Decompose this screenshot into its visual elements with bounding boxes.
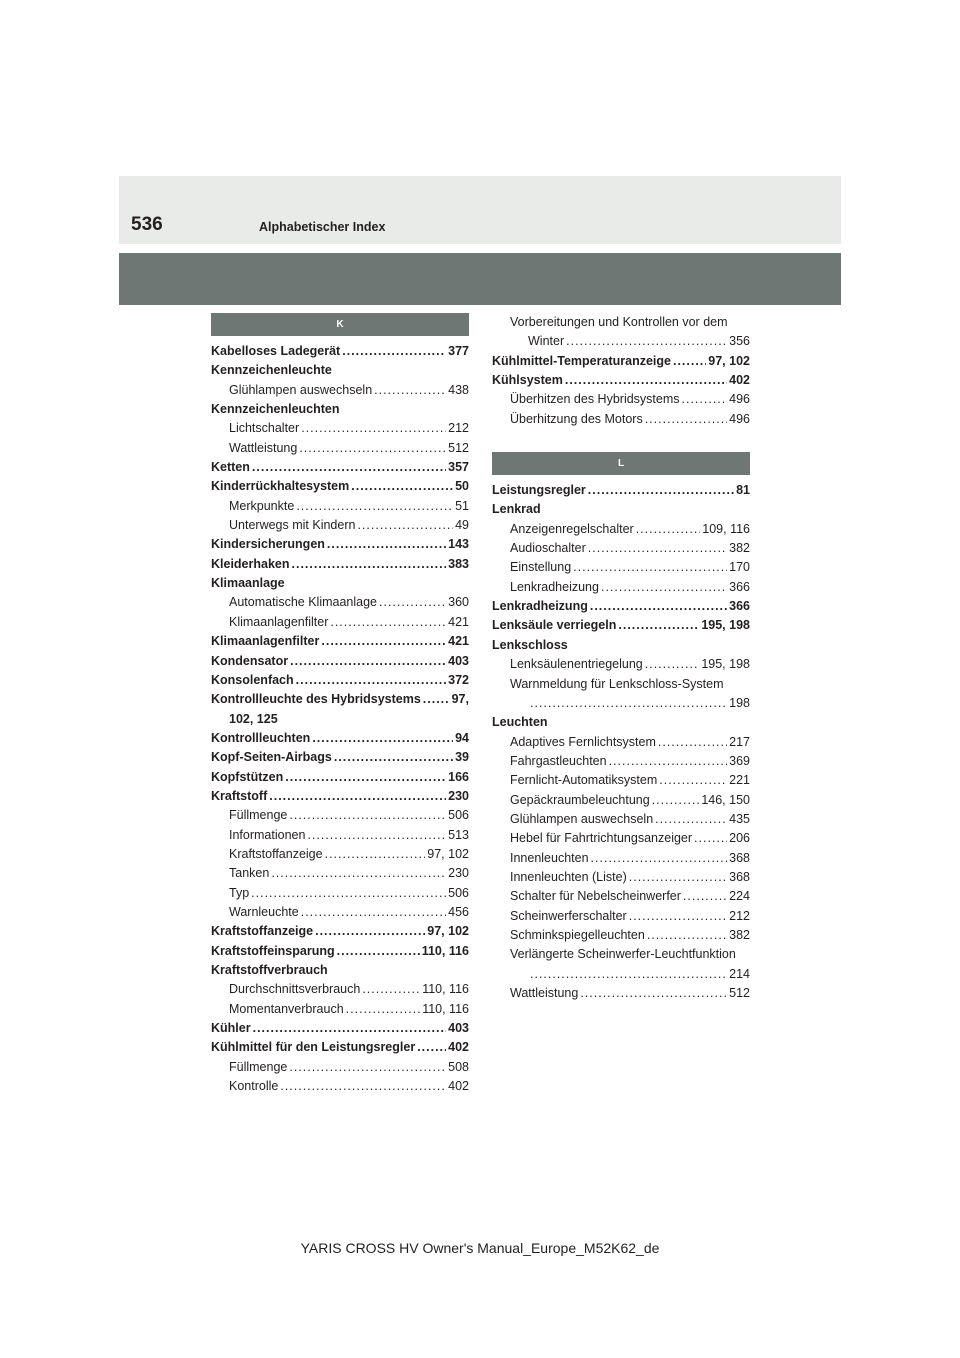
entry-pages: 49 xyxy=(455,518,469,533)
entry-term: Gepäckraumbeleuchtung xyxy=(510,792,650,807)
entry-pages: 366 xyxy=(729,599,750,614)
entry-term: Klimaanlagenfilter xyxy=(229,614,329,629)
index-entry xyxy=(492,984,750,1003)
leader-dots xyxy=(658,733,727,752)
entry-pages: 50 xyxy=(455,479,469,494)
index-entry xyxy=(492,945,750,964)
index-entry xyxy=(211,458,469,477)
index-entry xyxy=(211,1000,469,1019)
index-entry xyxy=(492,481,750,500)
entry-term: Scheinwerferschalter xyxy=(510,908,627,923)
leader-dots xyxy=(296,671,446,690)
entry-pages: 402 xyxy=(448,1040,469,1055)
entry-pages: 402 xyxy=(729,373,750,388)
leader-dots xyxy=(417,1038,446,1057)
entry-pages: 369 xyxy=(729,753,750,768)
entry-term: Durchschnittsverbrauch xyxy=(229,982,361,997)
leader-dots xyxy=(374,381,446,400)
index-entry xyxy=(211,1038,469,1057)
index-entry xyxy=(492,733,750,752)
entry-pages: 383 xyxy=(448,556,469,571)
entry-pages: 508 xyxy=(448,1059,469,1074)
section-label-k: K xyxy=(211,313,469,336)
leader-dots xyxy=(315,922,425,941)
index-entry xyxy=(211,381,469,400)
entry-pages: 206 xyxy=(729,831,750,846)
leader-dots xyxy=(280,1077,446,1096)
leader-dots xyxy=(645,410,727,429)
index-entry xyxy=(492,907,750,926)
index-entry xyxy=(211,748,469,767)
leader-dots xyxy=(652,791,700,810)
entry-term: Lenkrad xyxy=(492,502,541,517)
entry-term: Schalter für Nebelscheinwerfer xyxy=(510,889,681,904)
entry-pages: 39 xyxy=(455,750,469,765)
index-entry xyxy=(492,352,750,371)
entry-pages: 110, 116 xyxy=(422,982,469,997)
page-header xyxy=(119,176,841,244)
entry-term: Tanken xyxy=(229,866,270,881)
leader-dots xyxy=(357,516,453,535)
index-entry xyxy=(211,787,469,806)
index-entry xyxy=(211,516,469,535)
entry-term: Konsolenfach xyxy=(211,672,294,687)
entry-term: Wattleistung xyxy=(229,440,298,455)
entry-term: Innenleuchten (Liste) xyxy=(510,869,627,884)
entry-pages: 97, 102 xyxy=(427,846,469,861)
index-entry xyxy=(492,655,750,674)
entry-list-right xyxy=(492,481,750,1003)
entry-term: Kabelloses Ladegerät xyxy=(211,344,341,358)
index-column-right xyxy=(492,313,750,1003)
entry-pages: 368 xyxy=(729,869,750,884)
entry-term: Überhitzung des Motors xyxy=(510,411,643,426)
index-entry xyxy=(211,1019,469,1038)
entry-pages: 403 xyxy=(448,653,469,668)
leader-dots xyxy=(530,694,727,713)
leader-dots xyxy=(591,849,728,868)
entry-term: Klimaanlagenfilter xyxy=(211,634,320,649)
entry-list-right-top xyxy=(492,313,750,429)
entry-term: Audioschalter xyxy=(510,541,586,556)
entry-term: Kühler xyxy=(211,1021,251,1036)
leader-dots xyxy=(647,926,727,945)
entry-term: Kraftstoff xyxy=(211,788,268,803)
index-entry xyxy=(211,903,469,922)
entry-term: Kindersicherungen xyxy=(211,537,325,552)
entry-pages: 506 xyxy=(448,808,469,823)
entry-pages: 51 xyxy=(455,498,469,513)
entry-term: Winter xyxy=(528,334,565,349)
entry-pages: 198 xyxy=(729,695,750,710)
entry-pages: 97, xyxy=(451,692,469,707)
entry-term: Kraftstoffverbrauch xyxy=(211,963,328,977)
leader-dots xyxy=(645,655,700,674)
entry-pages: 496 xyxy=(729,392,750,407)
index-entry xyxy=(492,868,750,887)
entry-term: Automatische Klimaanlage xyxy=(229,595,377,610)
index-entry xyxy=(492,539,750,558)
index-entry xyxy=(492,694,750,713)
leader-dots xyxy=(588,539,727,558)
entry-pages: 421 xyxy=(448,614,469,629)
index-entry xyxy=(211,942,469,961)
entry-pages: 230 xyxy=(448,788,469,803)
entry-term: Warnmeldung für Lenkschloss-System xyxy=(510,676,724,691)
entry-pages: 166 xyxy=(448,769,469,784)
leader-dots xyxy=(325,845,426,864)
leader-dots xyxy=(629,868,727,887)
leader-dots xyxy=(271,864,446,883)
index-entry xyxy=(211,613,469,632)
index-entry xyxy=(492,810,750,829)
entry-term: Lenkradheizung xyxy=(492,599,588,614)
entry-term: Kleiderhaken xyxy=(211,556,290,571)
entry-pages: 366 xyxy=(729,579,750,594)
entry-term: Verlängerte Scheinwerfer-Leuchtfunktion xyxy=(510,947,736,962)
entry-pages: 357 xyxy=(448,460,469,475)
index-entry xyxy=(492,578,750,597)
entry-term: Klimaanlage xyxy=(211,576,285,591)
index-entry xyxy=(211,961,469,980)
leader-dots xyxy=(590,597,727,616)
index-entry xyxy=(211,710,469,729)
index-entry xyxy=(211,845,469,864)
entry-pages: 170 xyxy=(729,560,750,575)
footer-text: YARIS CROSS HV Owner's Manual_Europe_M52K62_de xyxy=(300,1240,660,1256)
entry-term: Innenleuchten xyxy=(510,850,589,865)
entry-pages: 81 xyxy=(736,483,750,498)
entry-term: Lichtschalter xyxy=(229,421,300,436)
entry-term: Überhitzen des Hybridsystems xyxy=(510,392,680,407)
entry-pages: 224 xyxy=(729,889,750,904)
entry-term: Ketten xyxy=(211,460,250,475)
leader-dots xyxy=(659,771,727,790)
index-entry xyxy=(211,593,469,612)
leader-dots xyxy=(588,481,734,500)
leader-dots xyxy=(362,980,420,999)
index-entry xyxy=(211,497,469,516)
leader-dots xyxy=(683,887,727,906)
entry-pages: 221 xyxy=(729,773,750,788)
entry-term: Leuchten xyxy=(492,715,548,730)
entry-pages: 97, 102 xyxy=(708,353,750,368)
index-entry xyxy=(211,574,469,593)
entry-term: Anzeigenregelschalter xyxy=(510,521,634,536)
entry-term: Adaptives Fernlichtsystem xyxy=(510,734,656,749)
leader-dots xyxy=(290,652,446,671)
index-entry xyxy=(211,652,469,671)
leader-dots xyxy=(296,497,453,516)
entry-term: Vorbereitungen und Kontrollen vor dem xyxy=(510,315,728,329)
entry-term: Kühlsystem xyxy=(492,373,563,388)
leader-dots xyxy=(655,810,727,829)
index-entry xyxy=(492,926,750,945)
index-column-left xyxy=(211,313,469,1096)
entry-term: Kraftstoffeinsparung xyxy=(211,943,335,958)
entry-pages: 421 xyxy=(448,634,469,649)
index-entry xyxy=(492,752,750,771)
entry-term: Lenksäule verriegeln xyxy=(492,618,617,633)
leader-dots xyxy=(694,829,727,848)
entry-term: Kühlmittel-Temperaturanzeige xyxy=(492,353,671,368)
index-entry xyxy=(492,332,750,351)
entry-term: Schminkspiegelleuchten xyxy=(510,927,645,942)
entry-term: Lenkradheizung xyxy=(510,579,599,594)
leader-dots xyxy=(285,768,446,787)
index-entry xyxy=(492,597,750,616)
index-entry xyxy=(492,791,750,810)
entry-pages: 97, 102 xyxy=(427,924,469,939)
leader-dots xyxy=(636,520,701,539)
entry-pages: 496 xyxy=(729,411,750,426)
entry-pages: 109, 116 xyxy=(702,521,750,536)
entry-pages: 214 xyxy=(729,966,750,981)
index-entry xyxy=(211,361,469,380)
entry-pages: 512 xyxy=(729,986,750,1000)
entry-pages: 403 xyxy=(448,1021,469,1036)
entry-list-left xyxy=(211,342,469,1096)
entry-pages: 456 xyxy=(448,904,469,919)
entry-term: Fahrgastleuchten xyxy=(510,753,607,768)
entry-term: Kennzeichenleuchte xyxy=(211,363,332,378)
leader-dots xyxy=(253,1019,447,1038)
entry-pages: 402 xyxy=(448,1079,469,1094)
leader-dots xyxy=(301,419,446,438)
index-entry xyxy=(211,864,469,883)
entry-pages: 195, 198 xyxy=(701,657,750,672)
leader-dots xyxy=(566,332,727,351)
entry-term: Kühlmittel für den Leistungsregler xyxy=(211,1040,416,1055)
index-entry xyxy=(211,632,469,651)
entry-term: Merkpunkte xyxy=(229,498,295,513)
index-entry xyxy=(492,616,750,635)
index-entry xyxy=(211,400,469,419)
leader-dots xyxy=(334,748,453,767)
index-entry xyxy=(492,675,750,694)
entry-term: Informationen xyxy=(229,827,306,842)
entry-term: Unterwegs mit Kindern xyxy=(229,518,356,533)
index-entry xyxy=(492,849,750,868)
entry-term: Kopfstützen xyxy=(211,769,284,784)
index-entry xyxy=(492,713,750,732)
leader-dots xyxy=(423,690,450,709)
header-band xyxy=(119,253,841,305)
entry-term: Kinderrückhaltesystem xyxy=(211,479,350,494)
index-entry xyxy=(211,922,469,941)
leader-dots xyxy=(682,390,728,409)
leader-dots xyxy=(580,984,727,1003)
entry-pages: 146, 150 xyxy=(701,792,750,807)
leader-dots xyxy=(601,578,727,597)
entry-pages: 377 xyxy=(448,344,469,358)
index-entry xyxy=(211,806,469,825)
index-entry xyxy=(492,371,750,390)
entry-term: Kraftstoffanzeige xyxy=(211,924,314,939)
entry-pages: 110, 116 xyxy=(421,943,469,958)
entry-pages: 382 xyxy=(729,541,750,556)
entry-pages: 230 xyxy=(448,866,469,881)
index-entry xyxy=(211,342,469,361)
entry-pages: 356 xyxy=(729,334,750,349)
index-entry xyxy=(492,636,750,655)
index-entry xyxy=(211,419,469,438)
entry-term: Glühlampen auswechseln xyxy=(510,811,654,826)
index-entry xyxy=(211,1058,469,1077)
section-label-l: L xyxy=(492,452,750,475)
index-entry xyxy=(492,500,750,519)
entry-term: Einstellung xyxy=(510,560,572,575)
entry-pages: 217 xyxy=(729,734,750,749)
index-entry xyxy=(492,965,750,984)
index-entry xyxy=(492,887,750,906)
leader-dots xyxy=(342,342,446,361)
entry-term: Typ xyxy=(229,885,250,900)
header-title: Alphabetischer Index xyxy=(259,220,386,234)
entry-term: 102, 125 xyxy=(229,711,278,726)
leader-dots xyxy=(618,616,699,635)
index-entry xyxy=(492,558,750,577)
entry-pages: 360 xyxy=(448,595,469,610)
index-entry xyxy=(211,884,469,903)
entry-pages: 435 xyxy=(729,811,750,826)
leader-dots xyxy=(573,558,727,577)
index-entry xyxy=(492,390,750,409)
leader-dots xyxy=(289,806,446,825)
entry-pages: 438 xyxy=(448,382,469,397)
entry-term: Fernlicht-Automatiksystem xyxy=(510,773,658,788)
index-entry xyxy=(211,671,469,690)
entry-pages: 512 xyxy=(448,440,469,455)
entry-term: Kontrollleuchte des Hybridsystems xyxy=(211,692,421,707)
leader-dots xyxy=(337,942,420,961)
entry-term: Kontrollleuchten xyxy=(211,730,311,745)
index-entry xyxy=(211,555,469,574)
leader-dots xyxy=(299,439,446,458)
entry-pages: 110, 116 xyxy=(422,1001,469,1016)
index-entry xyxy=(492,771,750,790)
index-entry xyxy=(211,439,469,458)
entry-pages: 513 xyxy=(448,827,469,842)
leader-dots xyxy=(351,477,453,496)
entry-pages: 143 xyxy=(448,537,469,552)
leader-dots xyxy=(379,593,446,612)
entry-pages: 382 xyxy=(729,927,750,942)
leader-dots xyxy=(629,907,727,926)
leader-dots xyxy=(252,458,446,477)
leader-dots xyxy=(346,1000,421,1019)
entry-term: Kontrolle xyxy=(229,1079,279,1094)
entry-term: Momentanverbrauch xyxy=(229,1001,344,1016)
entry-pages: 212 xyxy=(729,908,750,923)
leader-dots xyxy=(565,371,727,390)
leader-dots xyxy=(251,884,446,903)
entry-pages: 94 xyxy=(455,730,469,745)
entry-term: Leistungsregler xyxy=(492,483,586,498)
entry-pages: 372 xyxy=(448,672,469,687)
index-entry xyxy=(492,410,750,429)
entry-term: Lenksäulenentriegelung xyxy=(510,657,643,672)
index-entry xyxy=(492,520,750,539)
leader-dots xyxy=(312,729,453,748)
leader-dots xyxy=(307,826,446,845)
entry-term: Lenkschloss xyxy=(492,637,568,652)
index-entry xyxy=(492,829,750,848)
leader-dots xyxy=(673,352,706,371)
entry-pages: 195, 198 xyxy=(701,618,750,633)
entry-term: Hebel für Fahrtrichtungsanzeiger xyxy=(510,831,693,846)
entry-pages: 212 xyxy=(448,421,469,436)
entry-pages: 506 xyxy=(448,885,469,900)
leader-dots xyxy=(269,787,446,806)
leader-dots xyxy=(292,555,447,574)
leader-dots xyxy=(289,1058,446,1077)
index-entry xyxy=(211,535,469,554)
entry-term: Kraftstoffanzeige xyxy=(229,846,323,861)
index-entry xyxy=(211,1077,469,1096)
index-entry xyxy=(211,690,469,709)
entry-term: Warnleuchte xyxy=(229,904,299,919)
entry-term: Glühlampen auswechseln xyxy=(229,382,373,397)
entry-term: Füllmenge xyxy=(229,1059,288,1074)
index-entry xyxy=(211,477,469,496)
index-entry xyxy=(492,313,750,332)
index-entry xyxy=(211,729,469,748)
entry-term: Kondensator xyxy=(211,653,289,668)
leader-dots xyxy=(330,613,446,632)
index-entry xyxy=(211,826,469,845)
leader-dots xyxy=(530,965,727,984)
entry-pages: 368 xyxy=(729,850,750,865)
entry-term: Kennzeichenleuchten xyxy=(211,402,340,417)
entry-term: Kopf-Seiten-Airbags xyxy=(211,750,332,765)
index-entry xyxy=(211,980,469,999)
entry-term: Füllmenge xyxy=(229,808,288,823)
leader-dots xyxy=(327,535,446,554)
index-entry xyxy=(211,768,469,787)
leader-dots xyxy=(321,632,446,651)
leader-dots xyxy=(301,903,446,922)
page-number: 536 xyxy=(131,214,163,235)
entry-term: Wattleistung xyxy=(510,986,579,1000)
leader-dots xyxy=(609,752,728,771)
